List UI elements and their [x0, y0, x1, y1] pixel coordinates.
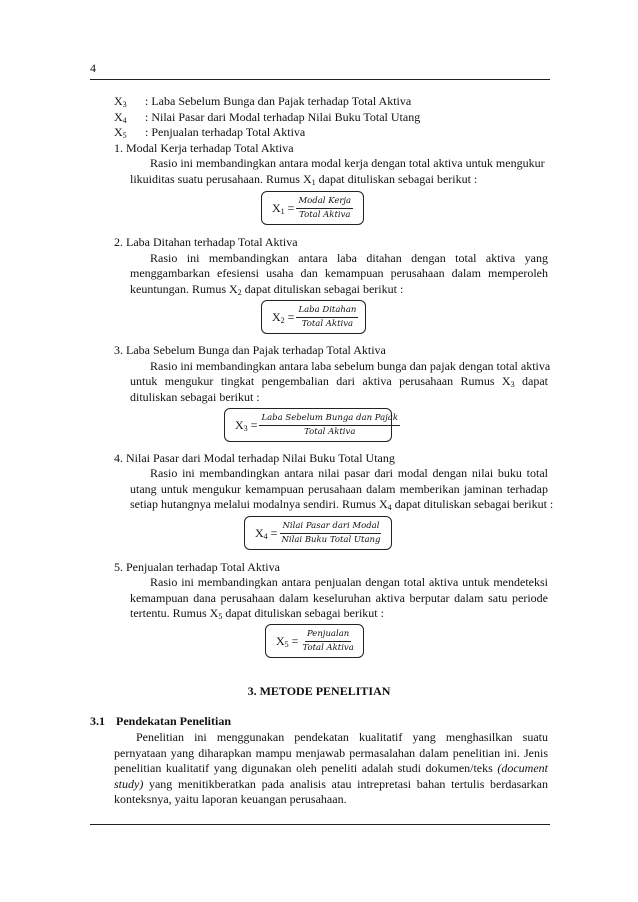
paragraph-line: keuntungan. Rumus $X_2$ dapat dituliskan sebagai berikut :: [130, 282, 404, 297]
item-heading: 1. Modal Kerja terhadap Total Aktiva: [114, 141, 294, 155]
paragraph-line: Penelitian ini menggunakan pendekatan kualitatif yang menghasilkan suatu: [136, 730, 548, 744]
formula-x2: $X_2$ = $\frac{\text{Laba Ditahan}}{\text{Total Aktiva}}$: [261, 300, 366, 334]
fraction: $\frac{\text{Laba Sebelum Bunga dan Pajak}}{\text{Total Aktiva}}$: [261, 412, 399, 437]
fraction: $\frac{\text{Penjualan}}{\text{Total Aktiva}}$: [302, 628, 354, 653]
paragraph-line: tertentu. Rumus $X_5$ dapat dituliskan sebagai berikut :: [130, 606, 384, 621]
formula-x1: $X_1$ = $\frac{\text{Modal Kerja}}{\text{Total Aktiva}}$: [261, 191, 364, 225]
section-title: 3. METODE PENELITIAN: [247, 684, 391, 698]
formula-x4: $X_4$ = $\frac{\text{Nilai Pasar dari Modal}}{\text{Nilai Buku Total Utang}}$: [244, 516, 392, 550]
paragraph-line: konteksnya, yaitu laporan keuangan perusahaan.: [114, 792, 347, 806]
paragraph-line: dituliskan sebagai berikut :: [130, 390, 260, 404]
paragraph-line: likuiditas suatu perusahaan. Rumus $X_1$ dapat dituliskan sebagai berikut :: [130, 172, 478, 187]
paragraph-line: Rasio ini membandingkan antara modal kerja dengan total aktiva untuk mengukur: [150, 156, 545, 170]
paragraph-line: Rasio ini membandingkan antara nilai pasar dari modal dengan nilai buku total: [150, 466, 548, 480]
paragraph-line: penelitian kualitatif yang digunakan oleh peneliti adalah studi dokumen/teks (document: [114, 761, 548, 775]
fraction: $\frac{\text{Nilai Pasar dari Modal}}{\text{Nilai Buku Total Utang}}$: [281, 520, 381, 545]
subsection-heading: 3.1 Pendekatan Penelitian: [90, 714, 232, 728]
item-heading: 4. Nilai Pasar dari Modal terhadap Nilai Buku Total Utang: [114, 451, 395, 465]
fraction: $\frac{\text{Laba Ditahan}}{\text{Total Aktiva}}$: [298, 304, 357, 329]
paragraph-line: pernyataan yang diharapkan mampu menjawab permasalahan dalam penelitian ini. Jenis: [114, 746, 548, 760]
paragraph-line: Rasio ini membandingkan antara laba sebelum bunga dan pajak dengan total aktiva: [150, 359, 551, 373]
footer-rule: [90, 824, 550, 825]
header-rule: [90, 79, 550, 80]
formula-x3: $X_3$ = $\frac{\text{Laba Sebelum Bunga dan Pajak}}{\text{Total Aktiva}}$: [224, 408, 392, 442]
paragraph-line: setiap hutangnya melalui modalnya sendiri. Rumus $X_4$ dapat dituliskan sebagai berikut :: [130, 497, 554, 512]
item-heading: 3. Laba Sebelum Bunga dan Pajak terhadap Total Aktiva: [114, 343, 386, 357]
page-number: 4: [90, 61, 96, 75]
item-heading: 2. Laba Ditahan terhadap Total Aktiva: [114, 235, 298, 249]
paragraph-line: utang untuk mengukur kemampuan perusahaan dalam memberikan jaminan terhadap: [130, 482, 548, 496]
paragraph-line: Rasio ini membandingkan antara laba ditahan dengan total aktiva yang: [150, 251, 548, 265]
item-heading: 5. Penjualan terhadap Total Aktiva: [114, 560, 280, 574]
paragraph-line: menggambarkan efesiensi usaha dan kemampuan perusahaan dalam memperoleh: [130, 266, 548, 280]
paragraph-line: kemampuan dana perusahaan dalam keseluruhan aktiva berputar dalam satu periode: [130, 591, 548, 605]
paragraph-line: Rasio ini membandingkan antara penjualan dengan total aktiva untuk mendeteksi: [150, 575, 548, 589]
paragraph-line: study) yang menitikberatkan pada analisis atau intrepretasi bahan tertulis berdasarkan: [114, 777, 549, 791]
formula-x5: $X_5$ = $\frac{\text{Penjualan}}{\text{Total Aktiva}}$: [265, 624, 364, 658]
fraction: $\frac{\text{Modal Kerja}}{\text{Total Aktiva}}$: [298, 195, 352, 220]
paragraph-line: untuk mengukur tingkat pengembalian dari aktiva perusahaan Rumus $X_3$ dapat: [130, 374, 548, 389]
